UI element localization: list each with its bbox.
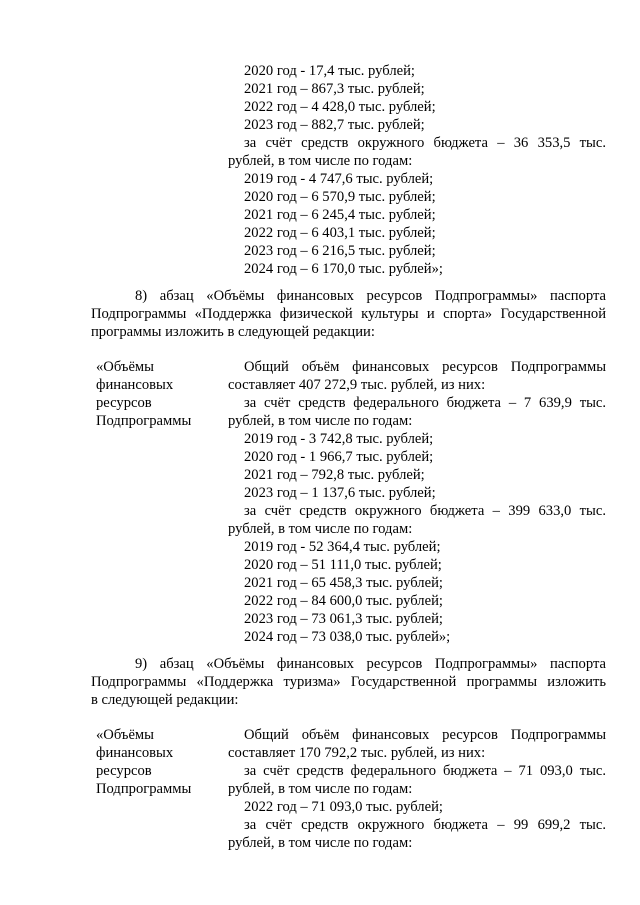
total-volume-line: Общий объём финансовых ресурсов Подпрограммы xyxy=(244,727,606,743)
okrug-budget-continuation: рублей, в том числе по годам: xyxy=(228,521,413,537)
paragraph-9-line: Подпрограммы «Поддержка туризма» Государственной программы изложить xyxy=(91,674,606,690)
table-label: Подпрограммы xyxy=(96,781,192,797)
table-label: «Объёмы xyxy=(96,727,154,743)
federal-budget-line: за счёт средств федерального бюджета – 7 639,9 тыс. xyxy=(244,395,606,411)
year-line: 2023 год – 1 137,6 тыс. рублей; xyxy=(244,485,436,501)
year-line: 2019 год - 4 747,6 тыс. рублей; xyxy=(244,171,434,187)
paragraph-8-line: Подпрограммы «Поддержка физической культуры и спорта» Государственной xyxy=(91,306,606,322)
year-line: 2022 год – 71 093,0 тыс. рублей; xyxy=(244,799,443,815)
federal-budget-continuation: рублей, в том числе по годам: xyxy=(228,413,413,429)
table-label: финансовых xyxy=(96,377,174,393)
okrug-budget-line: за счёт средств окружного бюджета – 399 633,0 тыс. xyxy=(244,503,606,519)
okrug-budget-line: за счёт средств окружного бюджета – 36 353,5 тыс. xyxy=(244,135,606,151)
year-line: 2020 год – 6 570,9 тыс. рублей; xyxy=(244,189,436,205)
year-line: 2019 год - 3 742,8 тыс. рублей; xyxy=(244,431,434,447)
year-line: 2022 год – 84 600,0 тыс. рублей; xyxy=(244,593,443,609)
year-line: 2024 год – 73 038,0 тыс. рублей»; xyxy=(244,629,451,645)
year-line: 2024 год – 6 170,0 тыс. рублей»; xyxy=(244,261,443,277)
year-line: 2021 год – 65 458,3 тыс. рублей; xyxy=(244,575,443,591)
okrug-budget-continuation: рублей, в том числе по годам: xyxy=(228,835,413,851)
table-label: «Объёмы xyxy=(96,359,154,375)
year-line: 2023 год – 6 216,5 тыс. рублей; xyxy=(244,243,436,259)
year-line: 2021 год – 6 245,4 тыс. рублей; xyxy=(244,207,436,223)
paragraph-8-line: 8) абзац «Объёмы финансовых ресурсов Подпрограммы» паспорта xyxy=(135,288,606,304)
paragraph-9-line: в следующей редакции: xyxy=(91,692,239,708)
year-line: 2020 год – 51 111,0 тыс. рублей; xyxy=(244,557,442,573)
total-volume-line: составляет 407 272,9 тыс. рублей, из них: xyxy=(228,377,486,393)
year-line: 2020 год - 17,4 тыс. рублей; xyxy=(244,63,415,79)
year-line: 2022 год – 4 428,0 тыс. рублей; xyxy=(244,99,436,115)
year-line: 2021 год – 867,3 тыс. рублей; xyxy=(244,81,425,97)
table-label: ресурсов xyxy=(96,395,152,411)
total-volume-line: Общий объём финансовых ресурсов Подпрограммы xyxy=(244,359,606,375)
table-label: финансовых xyxy=(96,745,174,761)
year-line: 2021 год – 792,8 тыс. рублей; xyxy=(244,467,425,483)
federal-budget-line: за счёт средств федерального бюджета – 71 093,0 тыс. xyxy=(244,763,606,779)
table-label: Подпрограммы xyxy=(96,413,192,429)
paragraph-9-line: 9) абзац «Объёмы финансовых ресурсов Подпрограммы» паспорта xyxy=(135,656,606,672)
total-volume-line: составляет 170 792,2 тыс. рублей, из них: xyxy=(228,745,486,761)
federal-budget-continuation: рублей, в том числе по годам: xyxy=(228,781,413,797)
table-label: ресурсов xyxy=(96,763,152,779)
year-line: 2020 год - 1 966,7 тыс. рублей; xyxy=(244,449,434,465)
okrug-budget-line: за счёт средств окружного бюджета – 99 699,2 тыс. xyxy=(244,817,606,833)
paragraph-8-line: программы изложить в следующей редакции: xyxy=(91,324,375,340)
year-line: 2019 год - 52 364,4 тыс. рублей; xyxy=(244,539,441,555)
okrug-budget-continuation: рублей, в том числе по годам: xyxy=(228,153,413,169)
year-line: 2023 год – 73 061,3 тыс. рублей; xyxy=(244,611,443,627)
year-line: 2023 год – 882,7 тыс. рублей; xyxy=(244,117,425,133)
year-line: 2022 год – 6 403,1 тыс. рублей; xyxy=(244,225,436,241)
